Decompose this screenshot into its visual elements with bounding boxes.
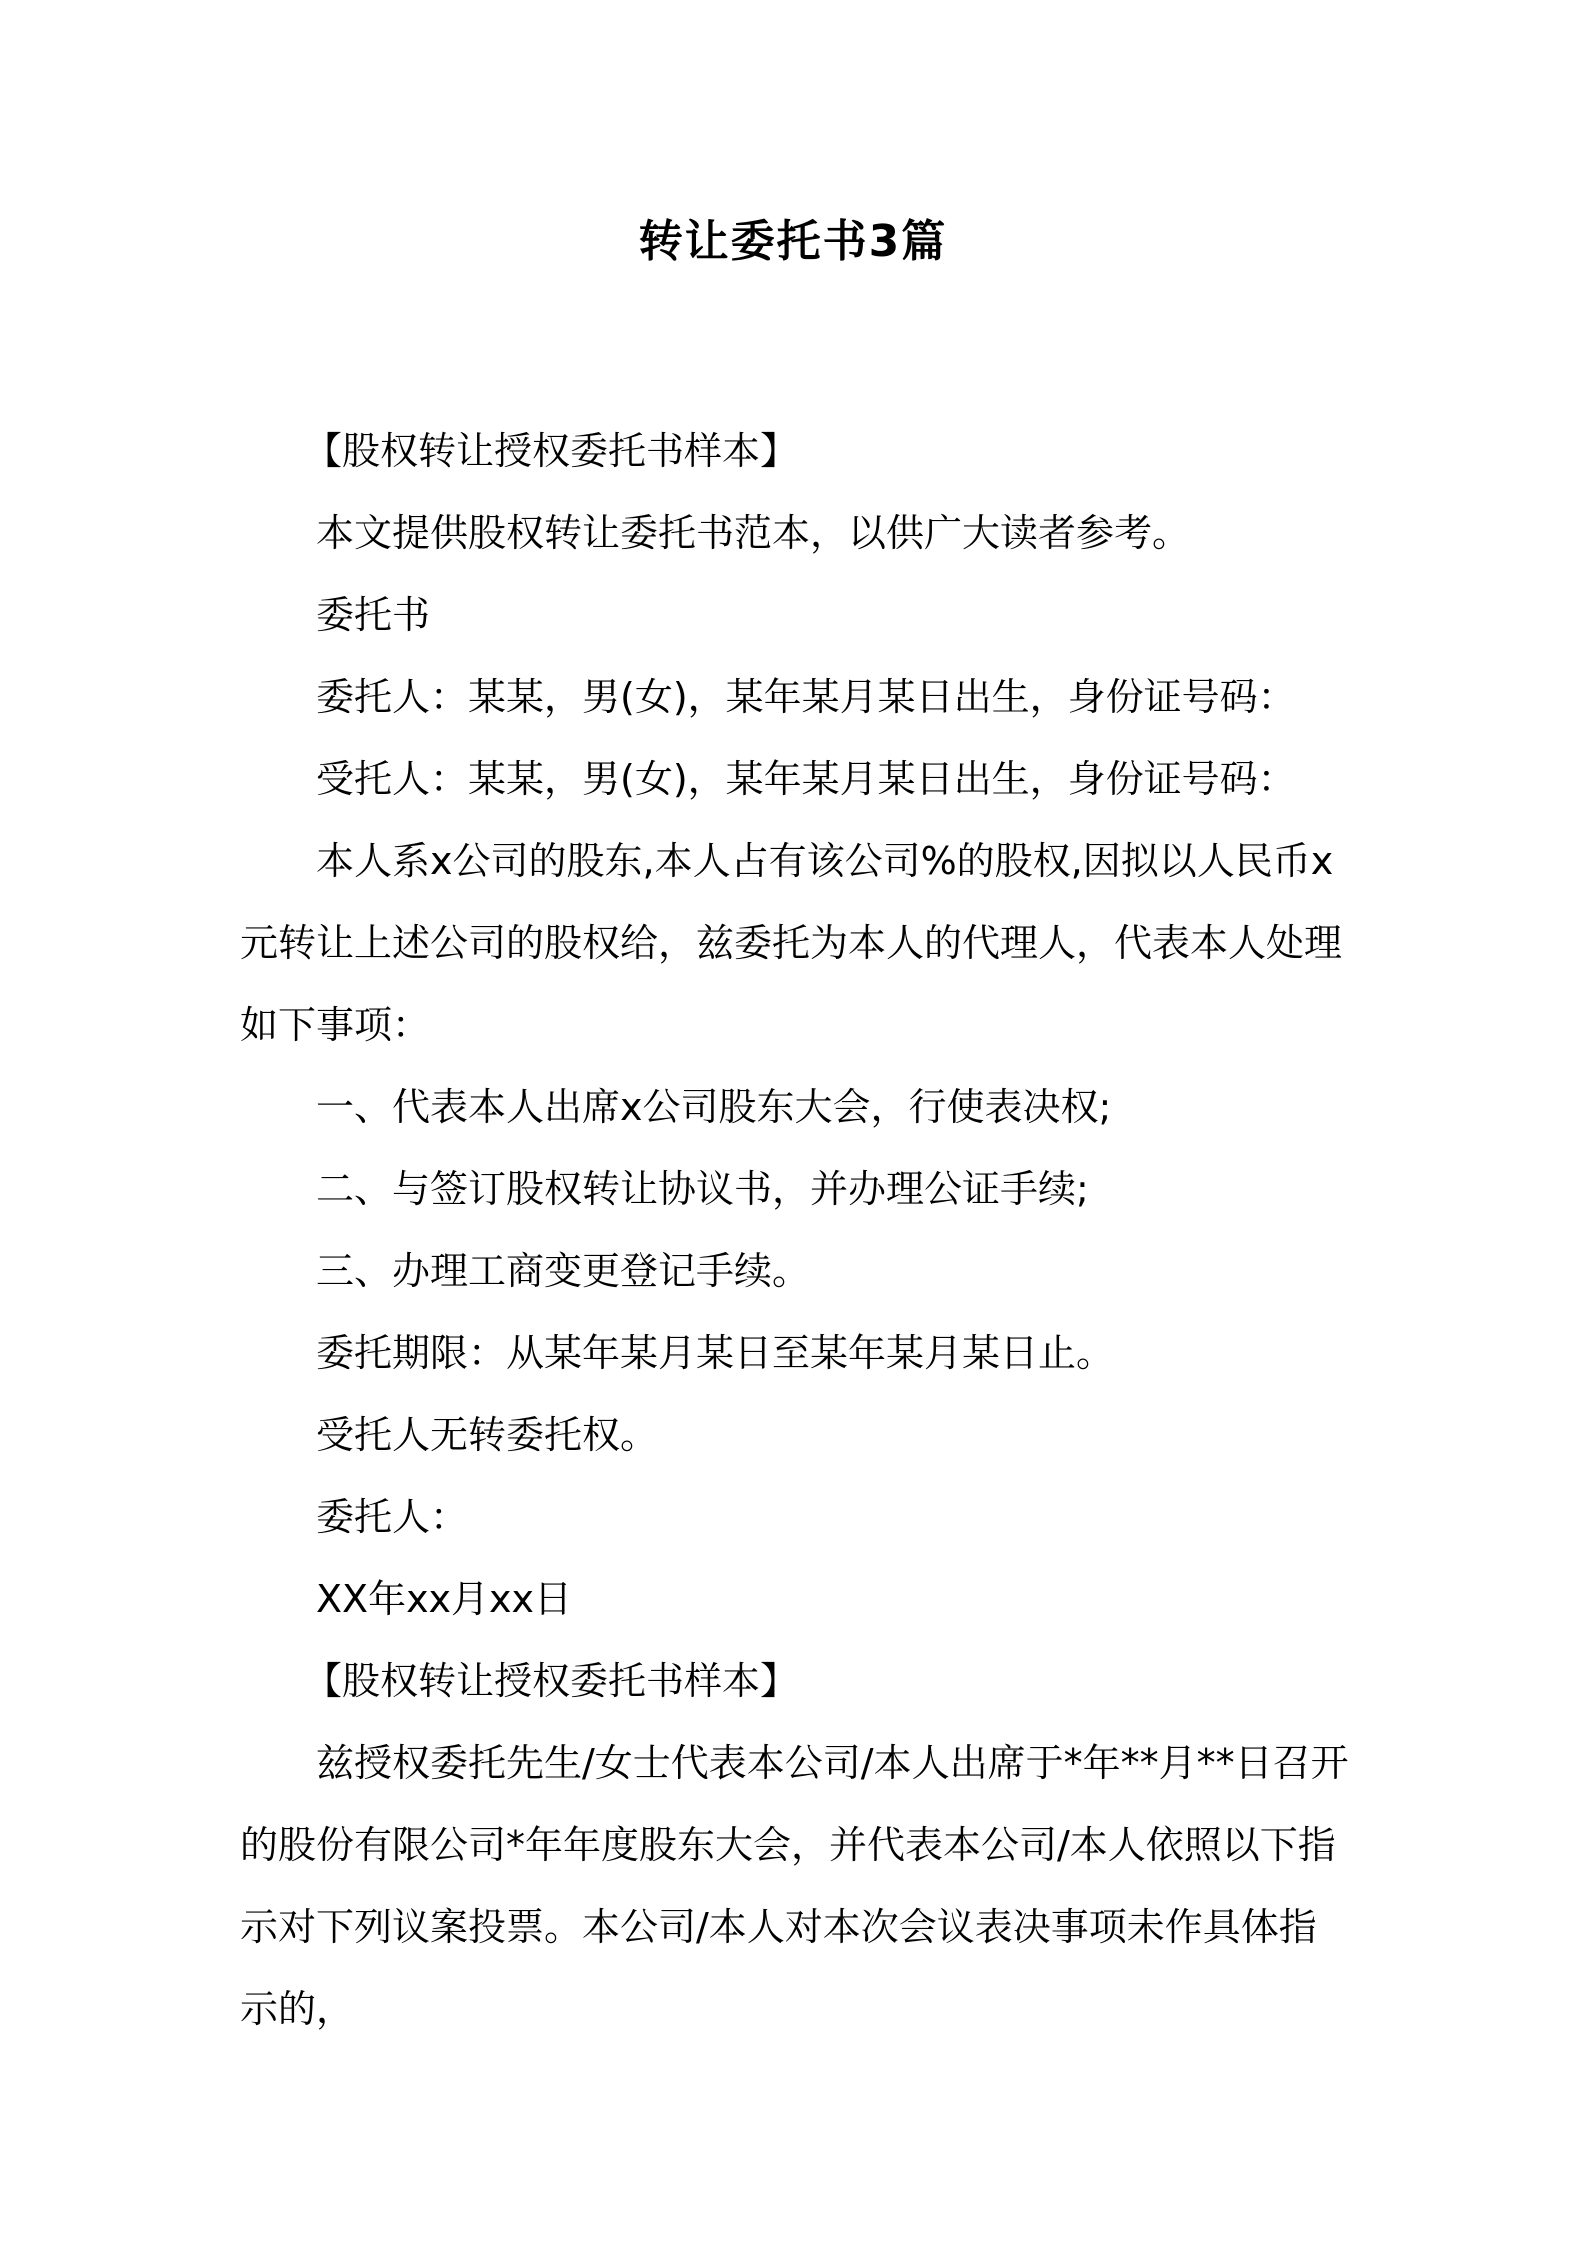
date-line: XX年xx月xx日 <box>316 1577 573 1621</box>
section-heading-2: 【股权转让授权委托书样本】 <box>304 1659 799 1703</box>
document-body <box>240 410 1350 2050</box>
no-subdelegation-line: 受托人无转委托权。 <box>316 1413 659 1457</box>
principal-line: 委托人：某某，男(女)，某年某月某日出生，身份证号码： <box>316 675 1296 719</box>
subheading: 委托书 <box>316 593 431 637</box>
agent-line: 受托人：某某，男(女)，某年某月某日出生，身份证号码： <box>316 757 1296 801</box>
document-title: 转让委托书3篇 <box>638 216 948 267</box>
term-line: 委托期限：从某年某月某日至某年某月某日止。 <box>316 1331 1115 1375</box>
section-heading: 【股权转让授权委托书样本】 <box>304 429 799 473</box>
intro-paragraph: 本文提供股权转让委托书范本，以供广大读者参考。 <box>316 511 1191 555</box>
item-two: 二、与签订股权转让协议书，并办理公证手续; <box>316 1167 1089 1211</box>
statement-paragraph: 本人系x公司的股东,本人占有该公司%的股权,因拟以人民币x元转让上述公司的股权给，兹委托为本人的代理人，代表本人处理如下事项： <box>240 839 1343 1047</box>
item-three: 三、办理工商变更登记手续。 <box>316 1249 811 1293</box>
principal-signature-line: 委托人： <box>316 1495 469 1539</box>
authorization-paragraph: 兹授权委托先生/女士代表本公司/本人出席于*年**月**日召开的股份有限公司*年年度股东大会，并代表本公司/本人依照以下指示对下列议案投票。本公司/本人对本次会议表决事项未作具体指示的， <box>240 1741 1349 2031</box>
item-one: 一、代表本人出席x公司股东大会，行使表决权; <box>316 1085 1112 1129</box>
